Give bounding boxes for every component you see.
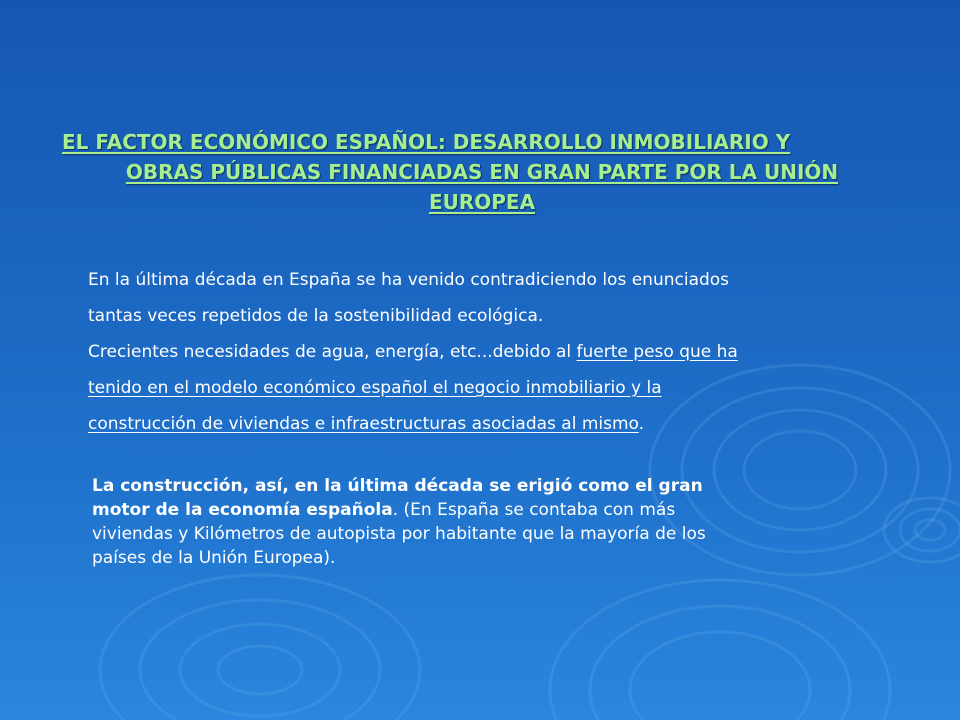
paragraph1-line-3 — [88, 334, 928, 370]
paragraph-construction — [92, 474, 872, 570]
paragraph2-line-2-text: . (En España se contaba con más — [392, 500, 676, 520]
paragraph2-line-2-bold: motor de la economía española — [92, 500, 393, 520]
paragraph1-line-5-underlined: construcción de viviendas e infraestructuras asociadas al mismo — [88, 414, 639, 434]
paragraph2-line-3: viviendas y Kilómetros de autopista por habitante que la mayoría de los — [92, 524, 706, 544]
paragraph-sustainability — [88, 262, 928, 442]
paragraph1-line-2: tantas veces repetidos de la sostenibilidad ecológica. — [88, 306, 544, 326]
paragraph1-line-5 — [88, 406, 928, 442]
paragraph2-line-2 — [92, 498, 872, 522]
paragraph1-line-1: En la última década en España se ha venido contradiciendo los enunciados — [88, 270, 730, 290]
slide-title — [62, 127, 902, 217]
title-line-1: EL FACTOR ECONÓMICO ESPAÑOL: DESARROLLO INMOBILIARIO Y — [62, 130, 791, 154]
title-line-3: EUROPEA — [428, 190, 536, 214]
paragraph1-line-3-text: Crecientes necesidades de agua, energía, etc...debido al — [88, 342, 577, 362]
paragraph2-line-1-bold: La construcción, así, en la última década se erigió como el gran — [92, 476, 703, 496]
paragraph1-line-3-underlined: fuerte peso que ha — [576, 342, 738, 362]
paragraph1-line-5-end: . — [638, 414, 645, 434]
title-line-2: OBRAS PÚBLICAS FINANCIADAS EN GRAN PARTE POR LA UNIÓN — [125, 160, 839, 184]
paragraph2-line-4: países de la Unión Europea). — [92, 548, 336, 568]
paragraph1-line-4-underlined: tenido en el modelo económico español el negocio inmobiliario y la — [88, 378, 662, 398]
